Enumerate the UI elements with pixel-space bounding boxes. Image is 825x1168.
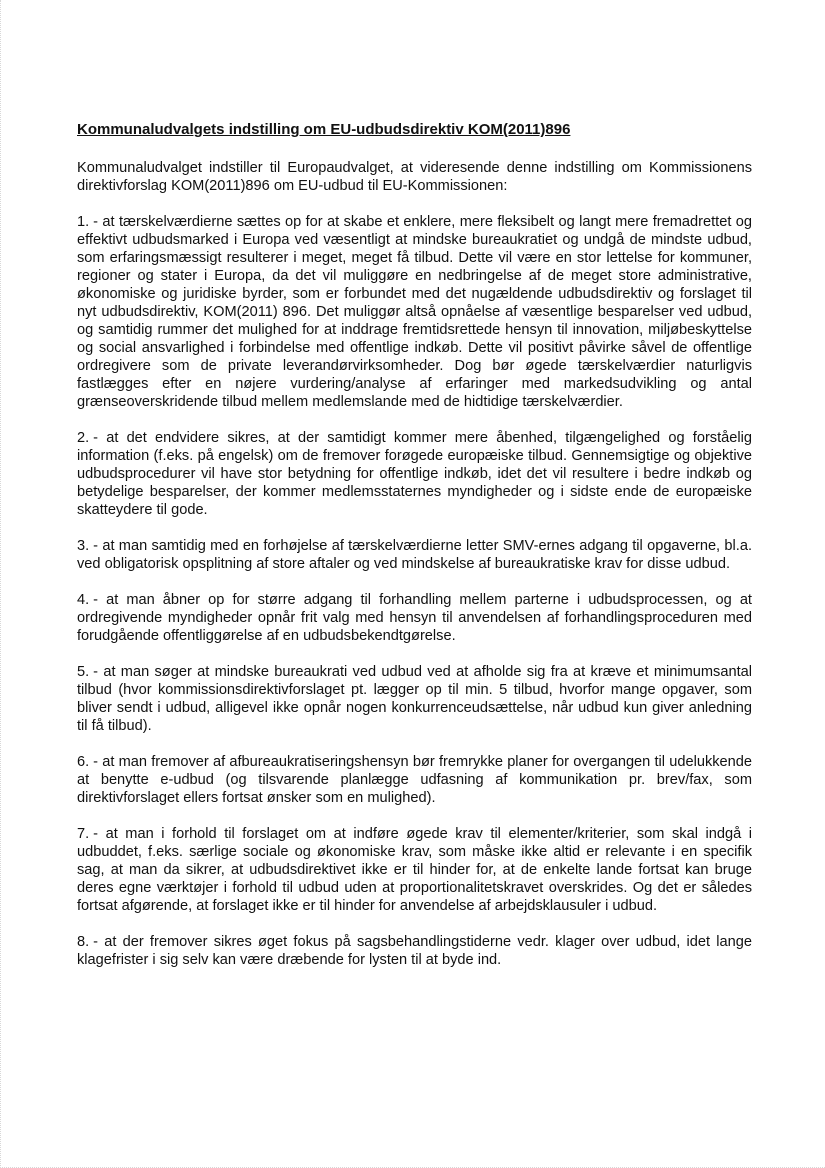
- point-number: 2.: [77, 430, 90, 446]
- point-text: - at det endvidere sikres, at der samtidigt kommer mere åbenhed, tilgængelighed og forståelig information (f.eks. på engelsk) om de fremover forøgede europæiske tilbud. Gennemsigtige og objektive udbudsprocedurer vil have stor betydning for offentlige indkøb, idet det vil resultere i bedre indkøb og betydelige besparelser, der kommer medlemsstaternes myndigheder og i sidste ende de europæiske skatteydere til gode.: [77, 430, 752, 518]
- point-text: - at tærskelværdierne sættes op for at skabe et enklere, mere fleksibelt og langt mere fremadrettet og effektivt udbudsmarked i Europa ved væsentligt at mindske bureaukratiet og undgå de mindste udbud, som erfaringsmæssigt resulterer i meget, meget få tilbud. Dette vil være en stor lettelse for kommuner, regioner og stater i Europa, da det vil muliggøre en nedbringelse af de meget store administrative, økonomiske og juridiske byrder, som er forbundet med det nugældende udbudsdirektiv og forslaget til nyt udbudsdirektiv, KOM(2011) 896. Det muliggør altså opnåelse af væsentlige besparelser ved udbud, og samtidig rummer det mulighed for at inddrage fremtidsrettede hensyn til innovation, miljøbeskyttelse og social ansvarlighed i forbindelse med offentlige indkøb. Dette vil positivt påvirke såvel de offentlige ordregivere som de private leverandørvirksomheder. Dog bør øgede tærskelværdier naturligvis fastlægges efter en nøjere vurdering/analyse af erfaringer med markedsudvikling og antal grænseoverskridende tilbud mellem medlemslande med de hidtidige tærskelværdier.: [77, 214, 752, 410]
- point-text: - at man fremover af afbureaukratiseringshensyn bør fremrykke planer for overgangen til udelukkende at benytte e-udbud (og tilsvarende planlægge udfasning af kommunikation pr. brev/fax, som direktivforslaget ellers fortsat ønsker som en mulighed).: [77, 754, 752, 806]
- point-number: 1.: [77, 214, 90, 230]
- point-text: - at der fremover sikres øget fokus på sagsbehandlingstiderne vedr. klager over udbud, idet lange klagefrister i sig selv kan være dræbende for lysten til at byde ind.: [77, 934, 752, 968]
- point-number: 8.: [77, 934, 90, 950]
- point-text: - at man samtidig med en forhøjelse af tærskelværdierne letter SMV-ernes adgang til opgaverne, bl.a. ved obligatorisk opsplitning af store aftaler og ved mindskelse af bureaukratiske krav for disse udbud.: [77, 538, 752, 572]
- point-number: 5.: [77, 664, 90, 680]
- point-7: [77, 825, 752, 915]
- point-number: 3.: [77, 538, 90, 554]
- point-number: 4.: [77, 592, 90, 608]
- point-4: [77, 591, 752, 645]
- point-number: 6.: [77, 754, 90, 770]
- point-8: [77, 933, 752, 969]
- document-body: [77, 120, 752, 987]
- point-number: 7.: [77, 826, 90, 842]
- intro-paragraph: Kommunaludvalget indstiller til Europaudvalget, at videresende denne indstilling om Kommissionens direktivforslag KOM(2011)896 om EU-udbud til EU-Kommissionen:: [77, 160, 752, 194]
- point-text: - at man søger at mindske bureaukrati ved udbud ved at afholde sig fra at kræve et minimumsantal tilbud (hvor kommissionsdirektivforslaget pt. lægger op til min. 5 tilbud, hvorfor mange opgaver, som bliver sendt i udbud, alligevel ikke opnår nogen konkurrenceudsættelse, når udbud kun giver anledning til få tilbud).: [77, 664, 752, 734]
- point-text: - at man åbner op for større adgang til forhandling mellem parterne i udbudsprocessen, og at ordregivende myndigheder opnår frit valg med hensyn til anvendelsen af forhandlingsproceduren med forudgående offentliggørelse af en udbudsbekendtgørelse.: [77, 592, 752, 644]
- point-3: [77, 537, 752, 573]
- document-title: Kommunaludvalgets indstilling om EU-udbudsdirektiv KOM(2011)896: [77, 121, 571, 138]
- point-text: - at man i forhold til forslaget om at indføre øgede krav til elementer/kriterier, som skal indgå i udbuddet, f.eks. særlige sociale og økonomiske krav, som måske ikke altid er relevante i en specifik sag, at man da sikrer, at udbudsdirektivet ikke er til hinder for, at de enkelte lande fortsat kan bruge deres egne værktøjer i forhold til udbud uden at proportionalitetskravet overskrides. Og det er således fortsat afgørende, at forslaget ikke er til hinder for anvendelse af arbejdsklausuler i udbud.: [77, 826, 752, 914]
- point-2: [77, 429, 752, 519]
- point-5: [77, 663, 752, 735]
- point-1: [77, 213, 752, 411]
- point-6: [77, 753, 752, 807]
